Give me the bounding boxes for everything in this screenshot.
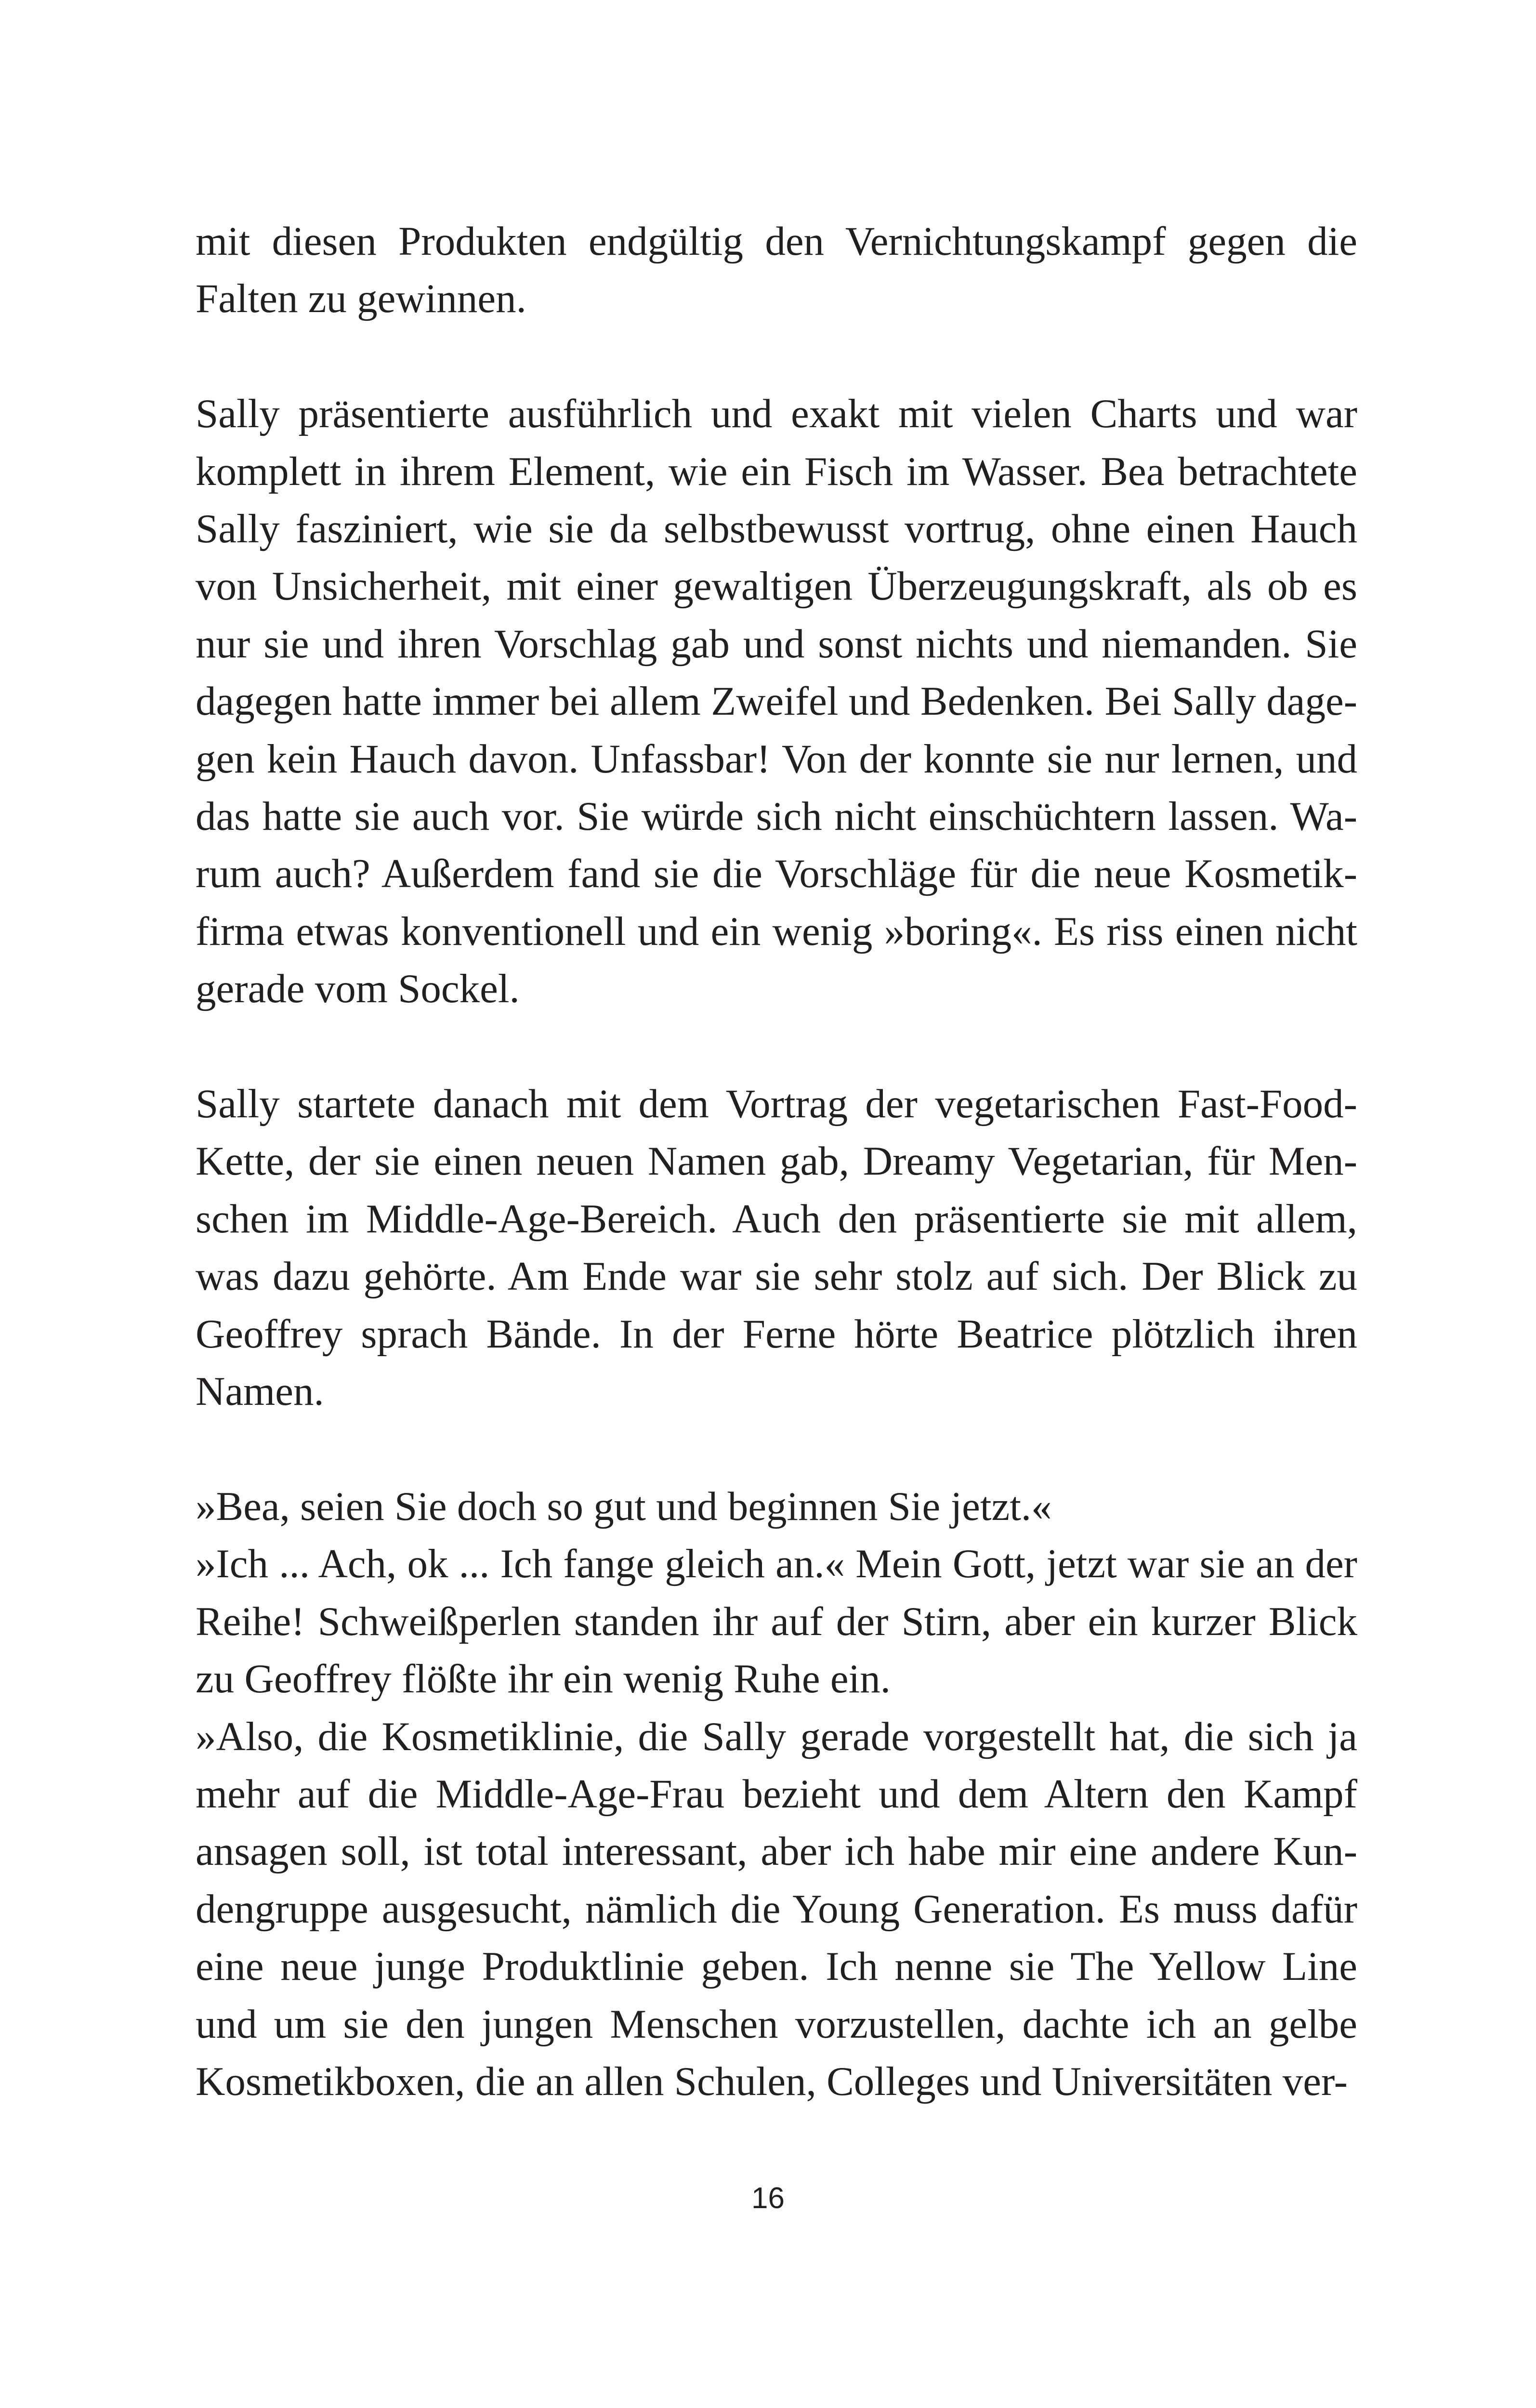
paragraph-spacer [196, 1018, 1357, 1075]
paragraph-2: Sally präsentierte ausführlich und exakt mit vielen Charts und war komplett in ihrem Element, wie ein Fisch im Wasser. Bea betrachtete Sally fasziniert, wie sie da selbstbewusst vortrug, ohne einen Hauch von Unsicherheit, mit einer gewaltigen Überzeugungskraft, als ob es nur sie und ihren Vorschlag gab und sonst nichts und niemanden. Sie dagegen hatte immer bei allem Zweifel und Bedenken. Bei Sally dagegen kein Hauch davon. Unfassbar! Von der konnte sie nur lernen, und das hatte sie auch vor. Sie würde sich nicht einschüchtern lassen. Warum auch? Außerdem fand sie die Vorschläge für die neue Kosmetikfirma etwas konventionell und ein wenig »boring«. Es riss einen nicht gerade vom Sockel. [196, 391, 1357, 1012]
paragraph-spacer [196, 328, 1357, 385]
page-number: 16 [751, 2182, 785, 2215]
dialogue-line-3: »Also, die Kosmetiklinie, die Sally gerade vorgestellt hat, die sich ja mehr auf die Middle-Age-Frau bezieht und dem Altern den Kampf ansagen soll, ist total interessant, aber ich habe mir eine andere Kundengruppe ausgesucht, nämlich die Young Generation. Es muss dafür eine neue junge Produktlinie geben. Ich nenne sie The Yellow Line und um sie den jungen Menschen vorzustellen, dachte ich an gelbe Kosmetikboxen, die an allen Schulen, Colleges und Universitäten ver- [196, 1714, 1357, 2104]
dialogue-line-2: »Ich ... Ach, ok ... Ich fange gleich an.« Mein Gott, jetzt war sie an der Reihe! Schweißperlen standen ihr auf der Stirn, aber ein kurzer Blick zu Geoffrey flößte ihr ein wenig Ruhe ein. [196, 1541, 1357, 1702]
paragraph-spacer [196, 1421, 1357, 1478]
paragraph-3: Sally startete danach mit dem Vortrag der vegetarischen Fast-Food-Kette, der sie einen neuen Namen gab, Dreamy Vegetarian, für Menschen im Middle-Age-Bereich. Auch den präsentierte sie mit allem, was dazu gehörte. Am Ende war sie sehr stolz auf sich. Der Blick zu Geoffrey sprach Bände. In der Ferne hörte Beatrice plötzlich ihren Namen. [196, 1081, 1357, 1414]
paragraph-1: mit diesen Produkten endgültig den Vernichtungskampf gegen die Falten zu gewinnen. [196, 219, 1357, 322]
page-body [196, 213, 1357, 2110]
dialogue-line-1: »Bea, seien Sie doch so gut und beginnen Sie jetzt.« [196, 1483, 1052, 1529]
